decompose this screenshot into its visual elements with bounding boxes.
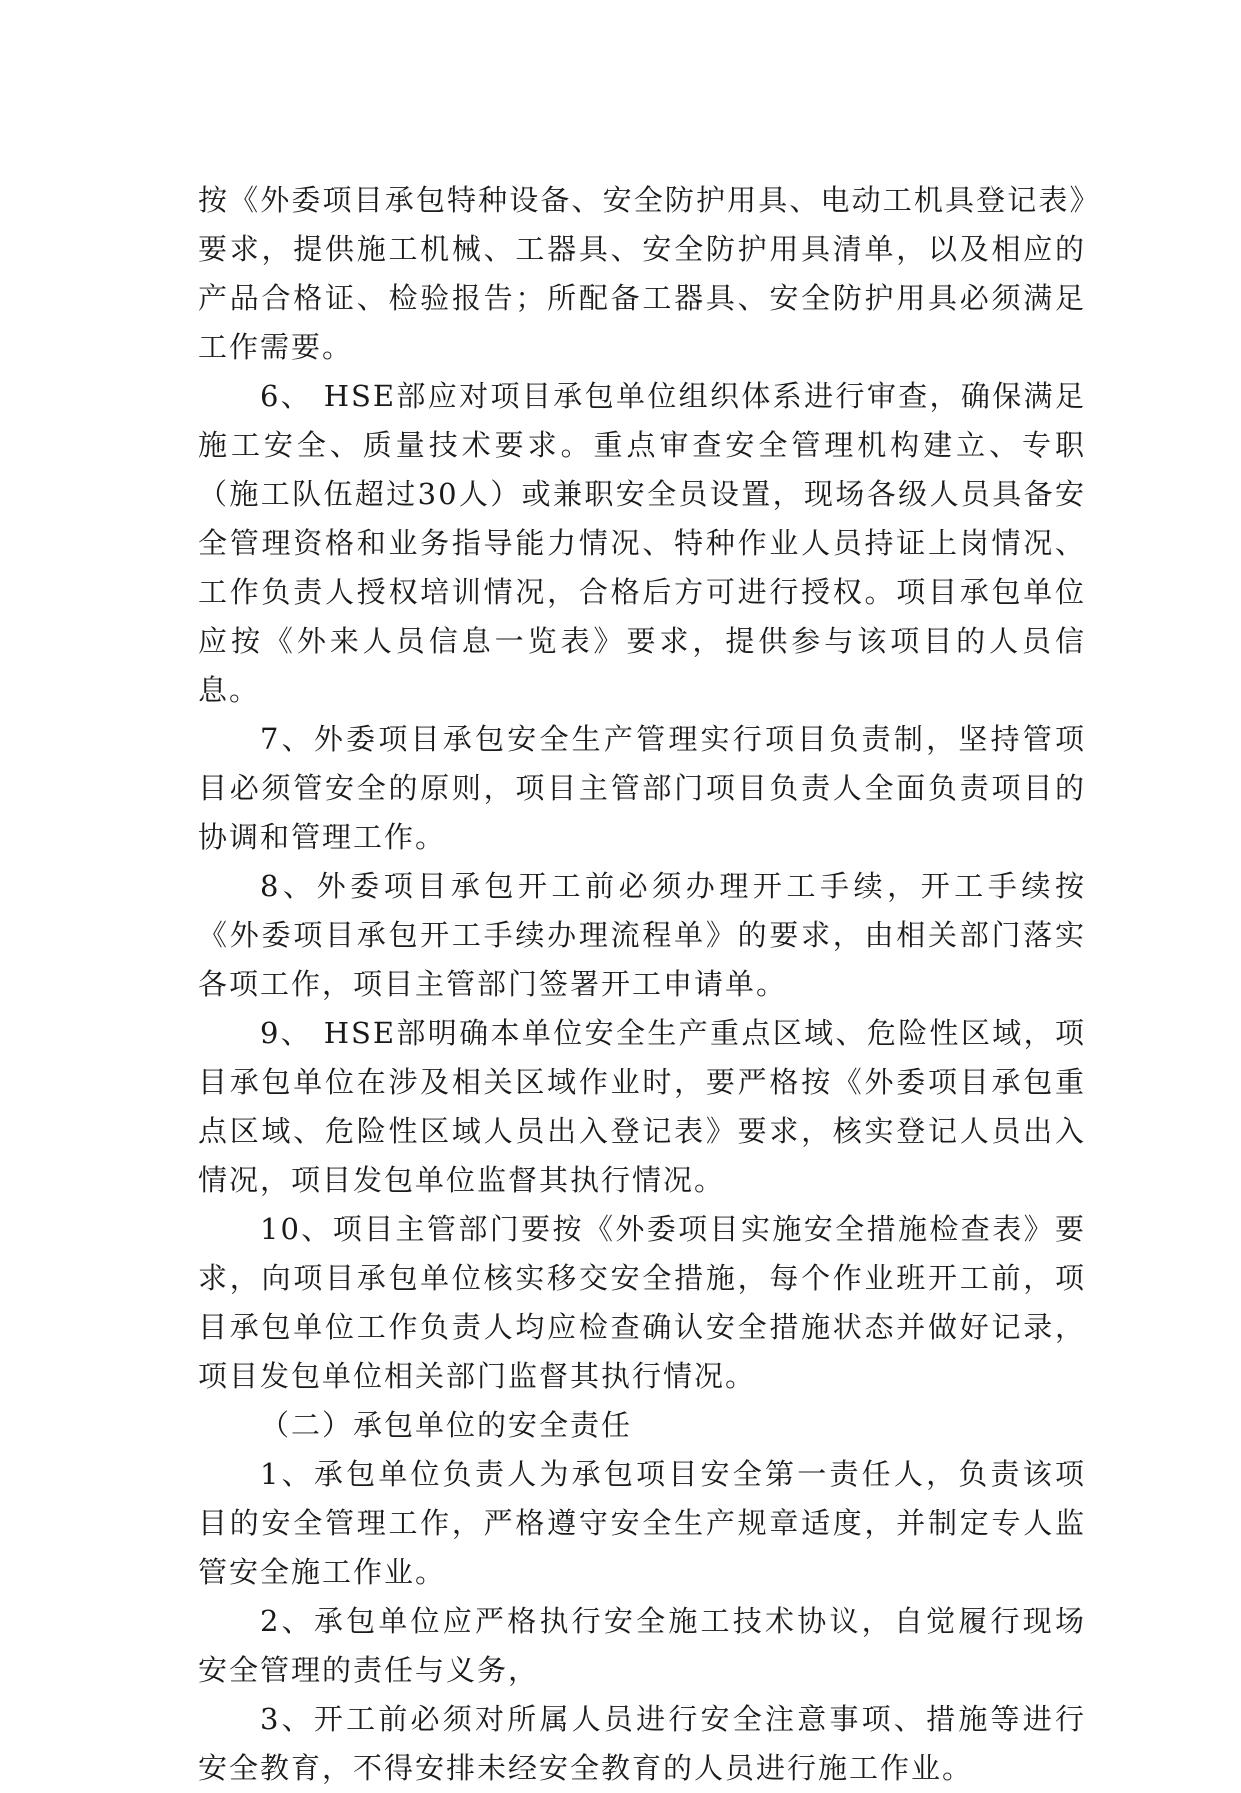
paragraph-continuation: 按《外委项目承包特种设备、安全防护用具、电动工机具登记表》要求，提供施工机械、工器具、安全防护用具清单，以及相应的产品合格证、检验报告；所配备工器具、安全防护用具必须满足工作需要。 [198,183,1086,364]
paragraph-item-10: 10、项目主管部门要按《外委项目实施安全措施检查表》要求，向项目承包单位核实移交安全措施，每个作业班开工前，项目承包单位工作负责人均应检查确认安全措施状态并做好记录，项目发包单位相关部门监督其执行情况。 [198,1212,1086,1393]
paragraph-item-9: 9、 HSE部明确本单位安全生产重点区域、危险性区域，项目承包单位在涉及相关区域作业时，要严格按《外委项目承包重点区域、危险性区域人员出入登记表》要求，核实登记人员出入情况，项目发包单位监督其执行情况。 [198,1016,1086,1197]
section-heading: （二）承包单位的安全责任 [260,1408,633,1442]
paragraph-item-8: 8、外委项目承包开工前必须办理开工手续，开工手续按《外委项目承包开工手续办理流程单》的要求，由相关部门落实各项工作，项目主管部门签署开工申请单。 [198,869,1086,1001]
paragraph-item-6: 6、 HSE部应对项目承包单位组织体系进行审查，确保满足施工安全、质量技术要求。重点审查安全管理机构建立、专职（施工队伍超过30人）或兼职安全员设置，现场各级人员具备安全管理资格和业务指导能力情况、特种作业人员持证上岗情况、工作负责人授权培训情况，合格后方可进行授权。项目承包单位应按《外来人员信息一览表》要求，提供参与该项目的人员信息。 [198,379,1086,707]
document-body [198,176,1086,1793]
paragraph-item-7: 7、外委项目承包安全生产管理实行项目负责制，坚持管项目必须管安全的原则，项目主管部门项目负责人全面负责项目的协调和管理工作。 [198,722,1086,854]
paragraph-duty-2: 2、承包单位应严格执行安全施工技术协议，自觉履行现场安全管理的责任与义务， [198,1604,1086,1687]
paragraph-duty-3: 3、开工前必须对所属人员进行安全注意事项、措施等进行安全教育，不得安排未经安全教育的人员进行施工作业。 [198,1702,1086,1785]
paragraph-duty-1: 1、承包单位负责人为承包项目安全第一责任人，负责该项目的安全管理工作，严格遵守安全生产规章适度，并制定专人监管安全施工作业。 [198,1457,1086,1589]
